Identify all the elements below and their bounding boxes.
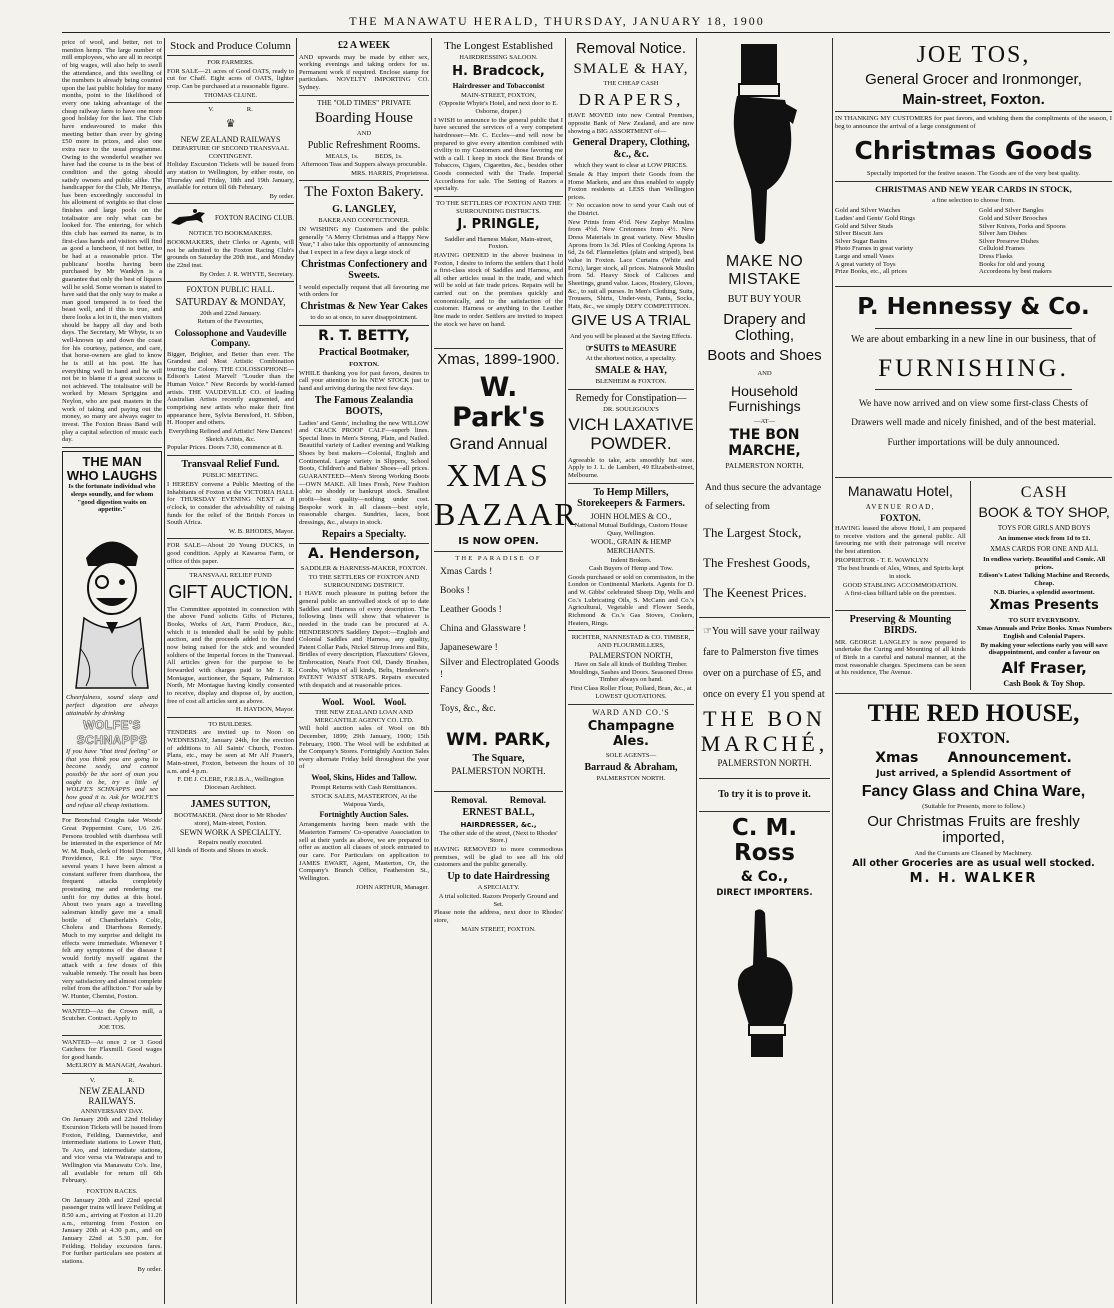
- railways-subtitle: ANNIVERSARY DAY.: [80, 1107, 144, 1115]
- grocer-subtitle: General Grocer and Ironmonger,: [865, 71, 1082, 89]
- proprietor-text: PROPRIETOR - T. E. WAWKLYN: [835, 556, 929, 564]
- henderson-title: A. Henderson,: [307, 546, 421, 562]
- stabling-text: GOOD STABLING ACCOMMODATION.: [842, 581, 958, 589]
- meeting-title: PUBLIC MEETING.: [202, 472, 259, 480]
- fancy-ware-title: Fancy Glass and China Ware,: [861, 782, 1086, 800]
- parks-title: W. Park's: [452, 371, 545, 433]
- freshest-goods: The Freshest Goods,: [703, 554, 811, 570]
- column-5: [568, 38, 694, 1304]
- pointing-hand-down-icon: [705, 40, 825, 250]
- builders-text: TENDERS are invited up to Noon on WEDNESDAY, January 24th, for the erection of additions to All Saints' Church, Foxton. Plans, etc., may be seen at Mr Alf Fraser's, Main-street, Foxton, between the hours of 10 a.m. and 4 p.m.: [167, 729, 294, 775]
- goods-item: Silver Sugar Basins: [835, 237, 888, 245]
- address-note: (Opposite Whyte's Hotel, and next door to E. Osborne, draper.): [439, 100, 558, 115]
- refreshment-title: Public Refreshment Rooms.: [307, 139, 421, 151]
- ball-title: ERNEST BALL,: [462, 807, 535, 819]
- meals-beds: MEALS, 1s. BEDS, 1s.: [325, 152, 403, 160]
- bazaar-item: Books !: [440, 586, 470, 597]
- drapers-title: DRAPERS,: [578, 89, 684, 109]
- thanks-text: IN THANKING MY CUSTOMERS for past favors, and wishing them the compliments of the season, I beg to announce the arrival of a large consignment of: [835, 115, 1112, 131]
- address: MAIN-STREET, FOXTON,: [460, 91, 537, 99]
- goods-item: Gold and Silver Brooches: [979, 214, 1048, 222]
- fraser-subtitle: Cash Book & Toy Shop.: [1003, 679, 1085, 689]
- bon-marche-big: THE BON MARCHÉ,: [700, 706, 829, 756]
- drapery-title: Drapery and Clothing,: [723, 310, 806, 345]
- specialty-text: A SPECIALTY.: [477, 884, 520, 892]
- bazaar-item: Xmas Cards !: [440, 567, 493, 578]
- longest-title: The Longest Established: [444, 40, 553, 52]
- ad-signature: THOMAS CLUNE.: [203, 91, 258, 99]
- column-rule: [696, 38, 697, 1304]
- bakery-title: The Foxton Bakery.: [304, 184, 424, 201]
- doctor-name: DR. SOULIGOUX'S: [603, 405, 659, 413]
- trial-text: A trial solicited. Razors Properly Ground and Set.: [438, 893, 559, 908]
- laughing-man-illustration: [66, 518, 156, 688]
- smale-title-2: SMALE & HAY,: [595, 364, 667, 376]
- birds-text: MR. GEORGE LANGLEY is now prepared to undertake the Curing and Mounting of all kinds of Birds in a careful and natural manner, at the most reasonable charges. Specimens can be seen at his residence, The Avenue.: [835, 638, 966, 677]
- column-1: [62, 38, 162, 1304]
- boots-text: All kinds of Boots and Shoes in stock.: [167, 847, 269, 855]
- presents-title: Xmas Presents: [989, 598, 1099, 614]
- saddler-subtitle: SADDLER & HARNESS-MAKER, FOXTON.: [300, 565, 428, 573]
- gift-text: The Committee appointed in connection with the above Fund solicits Gifts of Pictures, Books, Works of Art, Farm Produce, &c., which it is intended shall be sold by public auction, and the proceeds added to the fund now being raised for the sick and wounded soldiers of the Imperial forces in the Transvaal. All articles given for the purpose to be forwarded with charges paid to Mr J. R. Montague, auctioneer, the Square, Palmerston North, Mr Montague having kindly consented to receive, display and dispose of, by auction, free of cost all articles sent as above.: [167, 605, 294, 705]
- teas-text: Afternoon Teas and Suppers always procurable.: [300, 161, 428, 169]
- cards-title: CHRISTMAS AND NEW YEAR CARDS IN STOCK,: [875, 183, 1072, 194]
- railways-title: NEW ZEALAND RAILWAYS.: [79, 1085, 145, 1107]
- saloon-subtitle: HAIRDRESSING SALOON.: [459, 54, 538, 62]
- sewn-work: SEWN WORK A SPECIALTY.: [179, 828, 282, 838]
- arrived-2-text: Just arrived, a Splendid Assortment of: [876, 769, 1071, 780]
- nzl-text: Will hold auction sales of Wool on 8th December, 1899; 29th January, 1900; 15th February, 1900. The Wool will be exhibited at the Company's Stores. Fortnightly Auction Sales every alternate Friday held throughout the year of: [299, 725, 429, 771]
- stock-column-title: Stock and Produce Column: [170, 40, 291, 52]
- goods-item: Accordeons by best makers: [979, 268, 1052, 276]
- bazaar-items: [434, 563, 563, 719]
- race-article: price of wool, and better, not to mention hemp. The large number of mill employees, who are all in receipt of big wages, will also help to swell the attendance, and this swelling of the numbers is already being counted upon the last public holiday for many months, point to the likelihood of every one taking advantage of the cheap railway fares to have one more good holiday for the last. The Club have endeavoured to make this meeting better than ever by giving £50 more in prizes, and also one extra race to the usual programme. Owing to the wonderful weather we have had the course is in the best of condition and the going should satisfy owners and public alike. The handicapper for the Club, Mr Henrys, has been exceedingly successful in his allotment of weights so that close finishes and large pools on the totalisator are only what can be looked for. The entering, for which this club has earned its name, is in first-class hands and visitors will find as good a luncheon, if not better, to be had at a reasonable price. The publicans' booths having been purchased by Mr Wanklyn is a guarantee that only the best of liquors will be sold. Some woman is stated to have said that the only way to make a man good tempered is to feed the beast well, and if this is true, and there looks a lot in it, the men visitors should be happy all day and both days. The Secretary, Mr Whyte, is so well-known up and down the coast for his courtesy, patience, and care, that horse-owners are glad to know he is still at his post. He has everything well in hand and he will not be to blame if a great success is not achieved. The totalisator will be worked by Messrs Spriggins and Neylon, who are past masters in the work of taking and paying out the money, so many are always eager to invest. The Foxton Brass Band will play a capital selection of music each day.: [62, 39, 162, 444]
- goods-item: Gold and Silver Bangles: [979, 207, 1044, 215]
- buy-text: BUT BUY YOUR: [727, 294, 802, 306]
- ross-title: C. M. Ross: [731, 814, 798, 867]
- bookshop-title: BOOK & TOY SHOP,: [978, 503, 1110, 520]
- crest-icon: ♛: [225, 117, 236, 130]
- stock-list: [699, 518, 830, 608]
- lower-left: [835, 481, 971, 689]
- hotel-title: Manawatu Hotel,: [847, 483, 953, 500]
- colossophone-title: Colossophone and Vaudeville Company.: [174, 327, 287, 349]
- fortnightly-title: Fortnightly Auction Sales.: [319, 810, 409, 820]
- settlers-title: TO THE SETTLERS OF FOXTON AND THE SURROUNDING DISTRICTS.: [436, 200, 561, 215]
- bazaar-item: Fancy Goods !: [440, 685, 496, 696]
- red-house-title: THE RED HOUSE,: [867, 699, 1080, 727]
- merchants-title: WOOL, GRAIN & HEMP MERCHANTS.: [590, 537, 672, 555]
- groceries-text: All other Groceries are as usual well stocked.: [852, 858, 1095, 870]
- colossophone-text: Bigger, Brighter, and Better than ever. The Grandest and Most Artistic Combination touring the Colony. THE COLOSSOPHONE—Edison's Latest Marvel! "Louder than the Human Voice." New Records by world-famed artists. THE VAUDEVILLE CO. of leading Australian Artists recently augmented, and comprising new artists who make their first appearance here, Sylvia Beresford, H. Sibbon, H. Hooper and others.: [167, 350, 294, 427]
- occasion-text: No occasion now to send your Cash out of the District.: [568, 202, 694, 218]
- pringle-subtitle: Saddler and Harness Maker, Main-street, Foxton.: [444, 235, 553, 251]
- try-text: To try it is to prove it.: [718, 789, 811, 801]
- ward-title: WARD AND CO.'S: [592, 708, 670, 718]
- prompt-text: Prompt Returns with Cash Remittances.: [311, 784, 417, 792]
- wm-park-title: WM. PARK,: [446, 730, 551, 751]
- lower-split: [835, 481, 1112, 689]
- occasion-line: [568, 202, 694, 217]
- indent-text: Indent Brokers.: [610, 556, 652, 564]
- column-rule: [565, 38, 566, 1304]
- save-text: You will save your railway fare to Palmerston five times over on a purchase of £5, and once on every £1 you spend at: [703, 626, 825, 701]
- and-text: AND: [356, 129, 372, 137]
- location-text: FOXTON.: [349, 360, 379, 368]
- goods-item: Ladies' and Gents' Gold Rings: [835, 214, 916, 222]
- blenheim-text: BLENHEIM & FOXTON.: [595, 378, 667, 386]
- sutton-title: JAMES SUTTON,: [190, 798, 271, 810]
- household-title: Household Furnishings: [728, 382, 801, 415]
- goods-item: Silver Knives, Forks and Spoons: [979, 222, 1066, 230]
- cakes-intro: I would especially request that all favouring me with orders for: [299, 283, 429, 299]
- column-4: [434, 38, 578, 1304]
- vich-title: VICH LAXATIVE POWDER.: [568, 415, 694, 454]
- brands-text: The best brands of Ales, Wines, and Spirits kept in stock.: [837, 565, 964, 580]
- wanted-catchers: WANTED—At once 2 or 3 Good Catchers for Flaxmill. Good wages for good hands.: [62, 1038, 162, 1061]
- bradcock-title: H. Bradcock,: [452, 63, 545, 79]
- flour-text: First Class Roller Flour, Pollard, Bran, &c., at: [570, 684, 692, 692]
- trial-title: GIVE US A TRIAL: [571, 312, 691, 330]
- oats-ad: FOR SALE—21 acres of Good OATS, ready to cut for Chaff. Eight acres of OATS, lighter crop. Can be purchased at a reasonable figure.: [167, 67, 294, 91]
- avenue-text: AVENUE ROAD,: [865, 502, 935, 511]
- column-7: [835, 38, 1112, 1304]
- xmas-heading: Xmas, 1899-1900.: [437, 351, 560, 369]
- select-text: By making your selections early you will save disappointment, and confer a favour on: [980, 641, 1108, 657]
- relief-fund-title: Transvaal Relief Fund.: [181, 458, 280, 470]
- show-days: SATURDAY & MONDAY,: [175, 296, 286, 308]
- bazaar-item: Leather Goods !: [440, 605, 502, 616]
- endless-text: In endless variety. Beautiful and Comic. All prices.: [983, 556, 1106, 571]
- goods-lists: [835, 207, 1112, 276]
- wool-title: Wool. Wool. Wool.: [321, 696, 407, 707]
- column-2: [167, 38, 294, 1304]
- general-drapery: General Drapery, Clothing, &c., &c.: [572, 137, 690, 160]
- henderson-text: I HAVE much pleasure in putting before the general public an unrivalled stock of up to date Saddles and Harness of every description. The following lines will show that whatever is needed in the trade can be procured at A. HENDERSON'S Saddlery Depot:—English and Colonial Saddles and Harness, any quality, Patent Collar Pads, Nickel Stirrup Irons and Bits, Bridles of every description, Flaxcutters' Gloves, Embrocation, Neat's Foot Oil, Dandy Brushes, Combs, Whips of all kinds, Belts, Henderson's PATENT WAIST STRAPS. Repairs executed with despatch and at reasonable prices.: [299, 590, 429, 689]
- suits-line: [568, 343, 694, 353]
- removal-title: Removal. Removal.: [451, 794, 546, 805]
- richter-title: RICHTER, NANNESTAD & CO. TIMBER, AND FLOURMILLERS,: [571, 634, 691, 649]
- ad-signature: F. DE J. CLERE, F.R.I.B.A., Wellington Diocesan Architect.: [177, 776, 284, 791]
- cash-title: CASH: [1020, 484, 1068, 502]
- repairs-text: Repairs neatly executed.: [198, 838, 263, 846]
- bradcock-text: I WISH to announce to the general public that I have secured the services of a very competent hairdresser—Mr. C. Eccles—and will now be prepared to give every attention combined with civility to my Customers and those favoring me with a call. I keep in stock the Best Brands of Tobaccos, Cigars, Cigarettes, &c., besides other Goods connected with the Trade. Imperial Accordions for sale. The Setting of Razors a specialty.: [434, 116, 563, 193]
- pointing-hand-icon: ☞: [585, 342, 594, 353]
- ad-signature: H. HAYDON, Mayor.: [235, 706, 294, 714]
- import-text: Smale & Hay import their Goods from the Home Markets, and are thus enabled to supply Foxton residents at LESS than Wellington prices.: [568, 170, 694, 201]
- races-text: On January 20th and 22nd special passenger trains will leave Feilding at 8.50 a.m., arriving at Foxton at 11.20 a.m., returning from Foxton on January 20th at 4.30 p.m., and on January 22nd at 5.30 p.m. for Feilding. Holiday excursion fares. For further particulars see posters at stations.: [62, 1196, 162, 1265]
- boots-title: Boots and Shoes: [707, 346, 822, 364]
- week-ad-text: AND upwards may be made by either sex, working evenings and taking orders for us. Permanent work if required. Enclose stamp for particulars. NOVELTY IMPORTING CO. Sydney.: [299, 53, 429, 92]
- old-times-title: THE "OLD TIMES" PRIVATE: [317, 97, 411, 107]
- betty-title: R. T. BETTY,: [318, 328, 410, 345]
- tos-title: JOE TOS,: [916, 42, 1031, 68]
- week-ad-title: £2 A WEEK: [337, 40, 391, 51]
- betty-text: WHILE thanking you for past favors, desires to call your attention to his NEW STOCK just to hand and arriving during the next few days.: [299, 369, 429, 392]
- ad-middle: Cheerfulness, sound sleep and perfect digestion are always attainable by drinking: [66, 694, 158, 717]
- racehorse-icon: [167, 207, 213, 229]
- goods-list-right: [979, 207, 1112, 276]
- save-line: [699, 621, 830, 705]
- goods-item: Celluloid Frames: [979, 245, 1025, 253]
- furnishing-title: FURNISHING.: [878, 355, 1069, 383]
- hall-title: FOXTON PUBLIC HALL.: [186, 285, 275, 295]
- palmerston-text: PALMERSTON NORTH,: [725, 461, 804, 471]
- goods-list-left: [835, 207, 968, 276]
- richter-location: PALMERSTON NORTH,: [589, 650, 673, 660]
- ad-subtitle: Is the fortunate individual who sleeps soundly, and for whom "good digestion waits on appetite.": [68, 483, 156, 514]
- cheap-cash: THE CHEAP CASH: [603, 80, 659, 87]
- main-street: Main-street, Foxton.: [902, 90, 1045, 108]
- pointing-hand-up-icon: [725, 907, 805, 1057]
- importers-text: DIRECT IMPORTERS.: [716, 887, 813, 898]
- paradise-title: THE PARADISE OF: [455, 554, 542, 562]
- goods-item: A great variety of Toys: [835, 260, 896, 268]
- builders-title: TO BUILDERS.: [208, 720, 253, 728]
- ad-title: THE MAN WHO LAUGHS: [66, 453, 158, 483]
- refined-text: Everything Refined and Artistic! New Dances! Sketch Artists, &c.: [168, 427, 293, 443]
- red-house-location: FOXTON.: [937, 730, 1010, 748]
- bazaar-item: Japaneseware !: [440, 643, 498, 654]
- hotel-location: FOXTON.: [880, 512, 921, 523]
- railways-text: On January 20th and 22nd Holiday Excursion Tickets will be issued from Foxton, Feilding, Dannevirke, and intermediate stations to Lower Hutt, Te Aro, and intermediate stations, and vice versa via Wairarapa and to Wellington via Manawatu Co's. line, all available for return till 6th February.: [62, 1116, 162, 1185]
- assort-text: An immense stock from 1d to £1.: [997, 535, 1091, 543]
- meeting-text: I HEREBY convene a Public Meeting of the Inhabitants of Foxton at the VICTORIA HALL for THURSDAY EVENING NEXT at 8 o'clock, to consider the advisability of raising funds for the relief of the British Forces in South Africa.: [167, 480, 294, 527]
- vr-cypher: V. R.: [89, 1077, 135, 1085]
- column-rule: [164, 38, 165, 1304]
- langley-name: G. LANGLEY,: [332, 203, 396, 215]
- prices-text: Popular Prices. Doors 7.30, commence at 8.: [167, 444, 283, 452]
- goods-text: Goods purchased or sold on commission, in the London or Continental Markets. Agents for D. and W. Gibbs' celebrated Sheep Dip, Wells and Co.'s Lubricating Oils, S. McCann and Co.'s Agricultural, Vegetable and Flower Seeds, Richmond & Co.'s Gas Stoves, Cookers, Heaters, Rings.: [568, 573, 694, 627]
- ad-signature: MRS. HARRIS, Proprietress.: [351, 169, 429, 177]
- xmas-goods-title: Christmas Goods: [854, 135, 1093, 165]
- gift-auction-title: GIFT AUCTION.: [168, 582, 293, 603]
- ducks-ad: FOR SALE—About 20 Young DUCKS, in good condition. Apply at Kawaroa Farm, or office of this paper.: [167, 542, 294, 565]
- remedy-title: Remedy for Constipation—: [575, 392, 687, 404]
- timber-text: Have on Sale all kinds of Building Timber. Mouldings, Sashes and Doors. Seasoned Dress Timber always on hand.: [569, 660, 693, 684]
- bootmaker-subtitle: Practical Bootmaker,: [318, 347, 410, 359]
- ball-subtitle: HAIRDRESSER, &c.,: [460, 820, 537, 829]
- vr-cypher: V. R.: [208, 106, 253, 114]
- vich-text: Agreeable to take, acts smoothly but sure. Apply to J. L. de Lambert, 49 Elizabeth-street, Melbourne.: [568, 456, 694, 479]
- now-open: IS NOW OPEN.: [458, 536, 539, 548]
- repairs-title: Repairs a Specialty.: [321, 528, 407, 540]
- ball-address: The other side of the street, (Next to Rhodes' Store.): [439, 829, 558, 845]
- clear-text: which they want to clear at LOW PRICES.: [574, 162, 688, 170]
- sutton-subtitle: BOOTMAKER. (Next door to Mr Rhodes' store), Main-street, Foxton.: [174, 812, 287, 827]
- pointing-hand-icon: ☞: [703, 626, 712, 638]
- goods-item: Gold and Silver Studs: [835, 222, 894, 230]
- millers-title: To Hemp Millers, Storekeepers & Farmers.: [577, 486, 685, 510]
- goods-item: Silver Jam Dishes: [979, 230, 1027, 238]
- at-text: —AT—: [753, 417, 776, 425]
- bon-marche-title: THE BON MARCHE,: [728, 427, 801, 459]
- show-return: Return of the Favourites,: [197, 318, 264, 326]
- edison-text: Edison's Latest Talking Machine and Records, Cheap.: [978, 572, 1110, 588]
- goods-item: Silver Preserve Dishes: [979, 237, 1039, 245]
- skins-title: Wool, Skins, Hides and Tallow.: [311, 773, 417, 783]
- barraud-title: Barraud & Abraham,: [584, 761, 678, 773]
- hairdresser-subtitle: Hairdresser and Tobacconist: [452, 81, 545, 91]
- ad-signature: JOHN ARTHUR, Manager.: [356, 883, 429, 891]
- column-rule: [296, 38, 297, 1304]
- hotel-text: HAVING leased the above Hotel, I am prepared to receive visitors and the general public. All favouring me with their patronage will receive the best attention.: [835, 525, 966, 555]
- brand-name: WOLFE'S SCHNAPPS: [76, 718, 148, 747]
- ad-signature: W. B. RHODES, Mayor.: [228, 527, 294, 535]
- settlers-title: TO THE SETTLERS OF FOXTON AND SURROUNDING DISTRICT.: [308, 574, 420, 589]
- hennessy-title: P. Hennessy & Co.: [857, 293, 1090, 320]
- column-3: [299, 38, 429, 1304]
- keenest-prices: The Keenest Prices.: [703, 584, 807, 600]
- arrived-text: We have now arrived and on view some first-class Chests of Drawers well made and nicely finished, and of the best material. Further importations will be duly announced.: [851, 398, 1096, 448]
- nzl-title: THE NEW ZEALAND LOAN AND MERCANTILE AGENCY CO. LTD.: [314, 708, 414, 724]
- goods-item: Books for old and young: [979, 260, 1045, 268]
- square-text: The Square,: [472, 752, 525, 764]
- suit-text: TO SUIT EVERYBODY.: [1008, 616, 1080, 624]
- moved-text: HAVE MOVED into new Central Premises, opposite Bank of New Zealand, and are now showing a BIG ASSORTMENT of—: [568, 112, 694, 135]
- toys-text: TOYS FOR GIRLS AND BOYS: [997, 524, 1091, 533]
- by-order: By order.: [137, 1266, 162, 1274]
- savings-text: And you will be pleased at the Saving Effects.: [569, 332, 693, 340]
- choose-text: a fine selection to choose from.: [932, 196, 1015, 204]
- secure-text: And thus secure the advantage of selecting from: [705, 482, 822, 512]
- price-list: New Prints from 4½d. New Zephyr Muslins from 4½d. New Cretonnes from 4½. New Dress Materials in great variety. New Muslin Aprons from 1s 3d. Piles of Cooking Aprons 1s 6d, 2s 6d. Flannelettes (plain and striped), best value in Foxton. Lace Curtains (White and Ecru), larger stock, all prices. Nainsook Muslin from 5d. Heavy Stock of Calicoes and Sheetings, grand value. Laces, Hosiery, Gloves, &c., to suit all purses. In Men's Clothing, Suits, Trousers, Shirts, Under-vests, Pants, Socks, Hats, &c., we simply DEFY COMPETITION.: [568, 218, 694, 310]
- column-rule: [832, 38, 833, 1304]
- masthead-rule: [62, 32, 1110, 33]
- holmes-title: JOHN HOLMES & CO.,: [590, 511, 672, 521]
- boarding-house-title: Boarding House: [315, 110, 413, 127]
- cakes-text: to do so at once, to save disappointment.: [310, 314, 418, 322]
- champagne-title: Champagne Ales.: [587, 719, 675, 749]
- suits-text: At the shortest notice, a speciality.: [585, 354, 677, 362]
- cakes-title: Christmas & New Year Cakes: [300, 300, 428, 312]
- column-rule: [431, 38, 432, 1304]
- grand-annual: Grand Annual: [449, 436, 548, 454]
- show-dates: 20th and 22nd January.: [199, 309, 262, 317]
- currants-text: And the Currants are Cleaned by Machinery.: [914, 849, 1033, 857]
- railways-title: NEW ZEALAND RAILWAYS: [180, 134, 281, 144]
- goods-item: Large and small Vases: [835, 253, 894, 261]
- pointing-hand-icon: ☞: [568, 202, 574, 210]
- contingent-text: Holiday Excursion Tickets will be issued from any station to Wellington, by either route, on Thursday and Friday, 18th and 19th January, available for return till 6th February.: [167, 161, 294, 192]
- lowest-text: LOWEST QUOTATIONS.: [595, 693, 667, 701]
- masthead: THE MANAWATU HERALD, THURSDAY, JANUARY 18, 1900: [349, 14, 765, 28]
- section-title: FOR FARMERS.: [207, 59, 254, 67]
- zealandia-title: The Famous Zealandia BOOTS,: [314, 394, 414, 418]
- palmerston-text: PALMERSTON NORTH.: [451, 766, 546, 777]
- suitable-text: (Suitable for Presents, more to follow.): [922, 803, 1025, 811]
- schnapps-ad: [62, 451, 162, 814]
- note-text: Please note the address, next door to Rhodes' store,: [434, 909, 563, 924]
- ad-bottom: If you have "that tired feeling" or that you think you are going to become seedy, and cannot possibly be the sort of man you ought to be, try a little of WOLFE'S SCHNAPPS and see how good it is. Ask for WOLFE'S and refuse all cheap imitations.: [66, 748, 158, 809]
- largest-stock: The Largest Stock,: [703, 524, 802, 540]
- goods-item: Photo Frames in great variety: [835, 245, 914, 253]
- barraud-address: PALMERSTON NORTH.: [596, 775, 666, 783]
- palmerston-text: PALMERSTON NORTH.: [717, 757, 812, 768]
- removal-notice-title: Removal Notice.: [575, 40, 687, 57]
- ad-signature: By Order. J. R. WHYTE, Secretary.: [199, 270, 294, 278]
- goods-item: Dress Flasks: [979, 253, 1013, 261]
- pringle-title: J. PRINGLE,: [457, 217, 540, 233]
- racing-header: [167, 207, 294, 229]
- races-title: FOXTON RACES.: [86, 1188, 138, 1196]
- billiard-text: A first-class billiard table on the premises.: [844, 590, 957, 598]
- bakery-text: IN WISHING my Customers and the public generally "A Merry Christmas and a Happy New Year," I also take this opportunity of announcing that I expect in a few days a large stock of: [299, 226, 429, 257]
- xmas-cards-text: XMAS CARDS FOR ONE AND ALL: [989, 545, 1099, 553]
- bazaar-big: BAZAAR: [434, 495, 578, 532]
- uptodate-title: Up to date Hairdressing: [447, 870, 550, 882]
- embark-text: We are about embarking in a new line in our business, that of: [851, 334, 1096, 346]
- bronchial-notice: For Bronchial Coughs take Woods' Great Peppermint Cure, 1/6 2/6. Persons troubled with diarrhoea will be interested in the experience of Mr W. M. Bush, clerk of Hotel Dorrance, Providence, R.I. He says: "For several years I have been almost a constant sufferer from diarrhoea, the frequent attacks completely prostrating me and rendering me unfit for my duties at this hotel. About two years ago a travelling salesman kindly gave me a small bottle of Chamberlain's Colic, Cholera and Diarrhoea Remedy. Much to my surprise and delight its effects were immediate. Whenever I felt any symptoms of the disease I would fortify myself against the attack with a few doses of this valuable remedy. The result has been very satisfactory and almost complete relief from the affliction." For sale by W. Hunter, Chemist, Foxton.: [62, 817, 162, 1000]
- masterton-text: Arrangements having been made with the Masterton Farmers' Co-operative Association to sell at their yards as above, we are prepared to offer as auction all classes of stock entrusted to our care. For Particulars on application to JAMES EWART, Agent, Masterton, Or, the Company's Branch Office, Featherston St., Wellington.: [299, 821, 429, 882]
- confectionery-title: Christmas Confectionery and Sweets.: [300, 258, 428, 282]
- by-order: By order.: [269, 192, 294, 200]
- fraser-title: Alf Fraser,: [1001, 658, 1087, 677]
- suits-title: SUITS to MEASURE: [593, 342, 677, 353]
- annuals-text: Xmas Annuals and Prize Books. Xmas Numbers English and Colonial Papers.: [976, 625, 1112, 640]
- contingent-title: DEPARTURE OF SECOND TRANSVAAL CONTINGENT.: [172, 144, 289, 160]
- wanted-scutcher: WANTED—At the Crown mill, a Scutcher. Contract. Apply to: [62, 1007, 162, 1023]
- cash-buyers: Cash Buyers of Hemp and Tow.: [589, 565, 673, 573]
- mistake-title: MAKE NO MISTAKE: [725, 253, 804, 288]
- goods-item: Silver Biscuit Jars: [835, 230, 883, 238]
- racing-club-title: FOXTON RACING CLUB.: [214, 214, 294, 223]
- wanted-signature: JOE TOS.: [98, 1023, 126, 1031]
- bookmakers-text: BOOKMAKERS, their Clerks or Agents, will not be admitted to the Foxton Racing Club's grounds on Saturday the 20th inst., and Monday the 22nd inst.: [167, 239, 294, 269]
- special-text: Specially imported for the festive season. The Goods are of the very best quality.: [866, 170, 1081, 178]
- trfund-title: TRANSVAAL RELIEF FUND: [189, 572, 272, 580]
- announcement-title: Xmas Announcement.: [875, 749, 1072, 766]
- masterton-title: STOCK SALES, MASTERTON, At the Waipoua Yards,: [311, 792, 417, 808]
- bookmakers-title: NOTICE TO BOOKMAKERS.: [188, 230, 273, 238]
- birds-title: Preserving & Mounting BIRDS.: [849, 613, 952, 637]
- goods-item: Prize Books, etc., all prices: [835, 268, 907, 276]
- lower-right: [976, 481, 1112, 689]
- xmas-big: XMAS: [446, 456, 551, 493]
- wanted-signature: McELROY & MANAGH, Awahuri.: [66, 1062, 162, 1070]
- smale-title: SMALE & HAY,: [573, 60, 689, 77]
- bazaar-item: Silver and Electroplated Goods !: [440, 658, 559, 680]
- ball-text: HAVING REMOVED to more commodious premises, will be glad to see all his old customers and the public generally.: [434, 845, 563, 869]
- nb-text: N.B. Diaries, a splendid assortment.: [993, 588, 1095, 596]
- zealandia-text: Ladies' and Gents', including the new WILLOW and CRACK PROOF CALF—superb lines. Special lines in Men's Strong, Plain, and Nailed. Beautiful variety of Ladies' evening and Walking Shoes by best makers—Colonial, English and Continental. Large variety in Slippers, School Boots, Children's and Babies' Shoes—all prices. GUARANTEED—Men's Strong Working Boots—OWN MAKE. All lines Fresh, New Fashion able; no shoddy or bankrupt stock. Smallest profit—best quality—nothing under cost. Bespoke work in all classes—best style, reasonable charges. Sundries, laces, boot dressings, &c., always in stock.: [299, 419, 429, 526]
- bazaar-item: Toys, &c., &c.: [440, 704, 496, 715]
- goods-item: Gold and Silver Watches: [835, 207, 901, 215]
- street-text: MAIN STREET, FOXTON.: [461, 925, 536, 933]
- and-text: AND: [757, 370, 772, 378]
- holmes-subtitle: National Mutual Buildings, Custom House Quay, Wellington.: [574, 521, 688, 537]
- ross-co: & Co.,: [740, 869, 789, 886]
- column-6: [699, 38, 830, 1304]
- walker-title: M. H. WALKER: [909, 871, 1038, 887]
- pringle-text: HAVING OPENED in the above business in Foxton, I desire to inform the settlers that I hold a first-class stock of Saddles and Harness, and all other articles usual in the trade, and which will be sold at fair trade prices. Repairs will be carried out on the premises quickly and economically, and to the satisfaction of the customer. Harness or anything in the Leather line made to order. Settlers are invited to inspect the stock we have on hand.: [434, 251, 563, 328]
- fruits-title: Our Christmas Fruits are freshly imported,: [867, 812, 1080, 847]
- baker-subtitle: BAKER AND CONFECTIONER.: [318, 217, 410, 225]
- bazaar-item: China and Glassware !: [440, 624, 527, 635]
- sole-agents: SOLE AGENTS—: [605, 751, 657, 759]
